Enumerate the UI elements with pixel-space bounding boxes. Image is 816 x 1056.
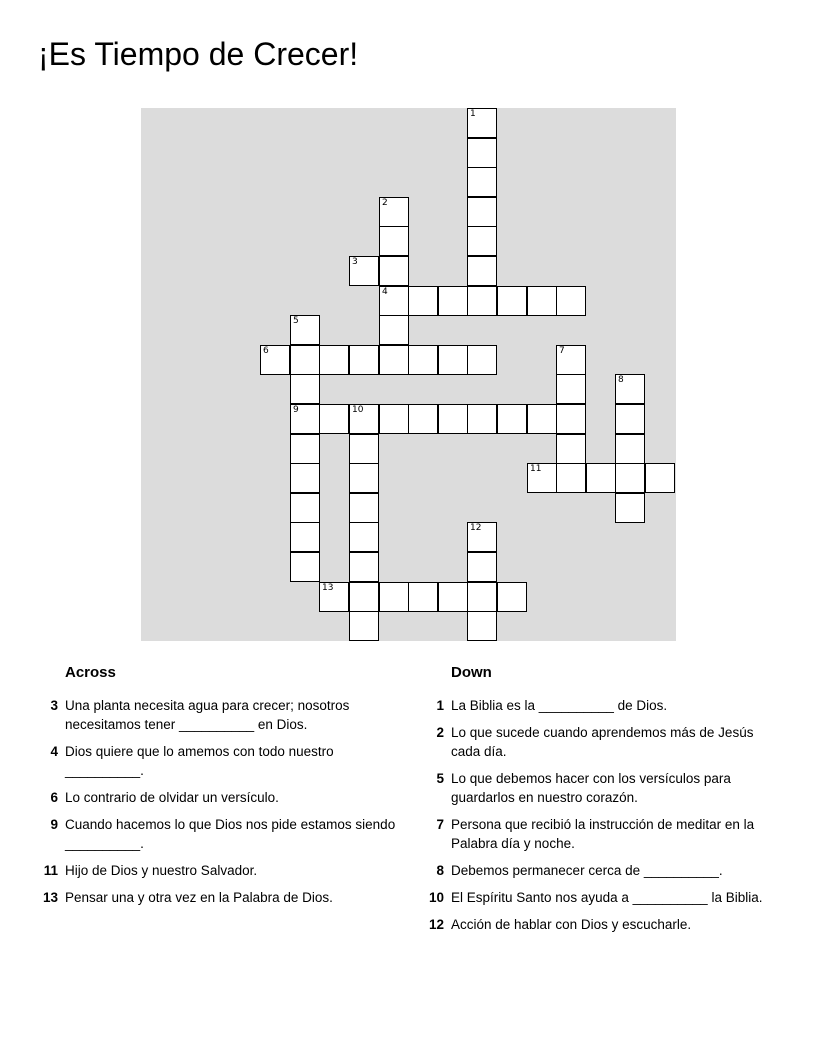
crossword-cell[interactable]: [349, 463, 379, 493]
crossword-cell[interactable]: [379, 315, 409, 345]
crossword-cell[interactable]: [379, 256, 409, 286]
crossword-cell[interactable]: [319, 404, 349, 434]
crossword-cell[interactable]: [349, 582, 379, 612]
crossword-cell[interactable]: [349, 611, 379, 641]
crossword-cell[interactable]: [556, 345, 586, 375]
crossword-cell[interactable]: [615, 374, 645, 404]
crossword-cell[interactable]: [438, 582, 468, 612]
cell-number: 1: [470, 109, 476, 119]
clue-text: Lo contrario de olvidar un versículo.: [65, 790, 279, 805]
crossword-cell[interactable]: [349, 552, 379, 582]
crossword-cell[interactable]: [556, 434, 586, 464]
crossword-cell[interactable]: [527, 463, 557, 493]
clue-text: Cuando hacemos lo que Dios nos pide estamos siendo __________.: [65, 817, 396, 851]
crossword-cell[interactable]: [408, 404, 438, 434]
across-heading: Across: [65, 664, 116, 681]
clue-text: Pensar una y otra vez en la Palabra de Dios.: [65, 890, 333, 905]
down-clue: [422, 723, 782, 761]
crossword-cell[interactable]: [379, 197, 409, 227]
crossword-cell[interactable]: [497, 404, 527, 434]
crossword-cell[interactable]: [586, 463, 616, 493]
crossword-cell[interactable]: [290, 345, 320, 375]
crossword-cell[interactable]: [408, 286, 438, 316]
clue-number: 11: [43, 863, 58, 878]
across-clue: [36, 788, 396, 807]
crossword-cell[interactable]: [615, 493, 645, 523]
clue-number: 4: [50, 744, 58, 759]
crossword-cell[interactable]: [290, 463, 320, 493]
crossword-cell[interactable]: [556, 463, 586, 493]
clue-text: Una planta necesita agua para crecer; nosotros necesitamos tener __________ en Dios.: [65, 698, 350, 732]
clue-text: Hijo de Dios y nuestro Salvador.: [65, 863, 258, 878]
crossword-cell[interactable]: [379, 582, 409, 612]
clue-number: 6: [50, 790, 58, 805]
across-clue: [36, 696, 396, 734]
crossword-cell[interactable]: [615, 404, 645, 434]
crossword-cell[interactable]: [527, 404, 557, 434]
crossword-cell[interactable]: [527, 286, 557, 316]
crossword-cell[interactable]: [467, 286, 497, 316]
clue-text: Persona que recibió la instrucción de meditar en la Palabra día y noche.: [451, 817, 755, 851]
crossword-cell[interactable]: [438, 404, 468, 434]
down-clue: [422, 861, 782, 880]
cell-number: 3: [352, 257, 358, 267]
down-clue: [422, 888, 782, 907]
crossword-cell[interactable]: [349, 493, 379, 523]
crossword-cell[interactable]: [349, 256, 379, 286]
crossword-cell[interactable]: [467, 522, 497, 552]
across-clue: [36, 742, 396, 780]
down-clue-list: [422, 696, 782, 934]
cell-number: 8: [618, 375, 624, 385]
page-title: ¡Es Tiempo de Crecer!: [38, 36, 359, 72]
crossword-cell[interactable]: [290, 493, 320, 523]
cell-number: 2: [382, 198, 388, 208]
cell-number: 12: [470, 523, 482, 533]
cell-number: 10: [352, 405, 364, 415]
crossword-cell[interactable]: [467, 256, 497, 286]
crossword-cell[interactable]: [319, 582, 349, 612]
crossword-cell[interactable]: [379, 286, 409, 316]
clue-number: 7: [436, 817, 444, 832]
clue-number: 5: [436, 771, 444, 786]
crossword-cell[interactable]: [467, 226, 497, 256]
clue-number: 2: [436, 725, 444, 740]
clue-number: 8: [436, 863, 444, 878]
clue-number: 10: [428, 890, 444, 905]
clue-text: La Biblia es la __________ de Dios.: [451, 698, 668, 713]
cell-number: 4: [382, 287, 388, 297]
clue-text: El Espíritu Santo nos ayuda a __________ la Biblia.: [451, 890, 763, 905]
crossword-cell[interactable]: [467, 108, 497, 138]
clue-text: Lo que debemos hacer con los versículos para guardarlos en nuestro corazón.: [451, 771, 731, 805]
crossword-cell[interactable]: [467, 345, 497, 375]
cell-number: 13: [322, 583, 334, 593]
cell-number: 9: [293, 405, 299, 415]
crossword-cell[interactable]: [497, 582, 527, 612]
across-clues: [36, 664, 396, 915]
down-heading: Down: [451, 664, 492, 681]
crossword-cell[interactable]: [290, 434, 320, 464]
crossword-cell[interactable]: [556, 404, 586, 434]
crossword-cell[interactable]: [467, 582, 497, 612]
crossword-cell[interactable]: [349, 434, 379, 464]
cell-number: 11: [530, 464, 542, 474]
crossword-cell[interactable]: [556, 286, 586, 316]
cell-number: 6: [263, 346, 269, 356]
across-clue-list: [36, 696, 396, 907]
clue-number: 13: [42, 890, 58, 905]
down-clue: [422, 769, 782, 807]
crossword-cell[interactable]: [467, 611, 497, 641]
crossword-cell[interactable]: [408, 345, 438, 375]
crossword-cell[interactable]: [467, 138, 497, 168]
clue-text: Debemos permanecer cerca de __________.: [451, 863, 723, 878]
crossword-cell[interactable]: [379, 404, 409, 434]
cell-number: 5: [293, 316, 299, 326]
crossword-cell[interactable]: [290, 404, 320, 434]
crossword-cell[interactable]: [408, 582, 438, 612]
crossword-cell[interactable]: [379, 345, 409, 375]
clue-text: Acción de hablar con Dios y escucharle.: [451, 917, 692, 932]
crossword-cell[interactable]: [467, 197, 497, 227]
cell-number: 7: [559, 346, 565, 356]
crossword-cell[interactable]: [290, 522, 320, 552]
crossword-cell[interactable]: [467, 552, 497, 582]
clue-text: Dios quiere que lo amemos con todo nuestro __________.: [65, 744, 334, 778]
clue-text: Lo que sucede cuando aprendemos más de Jesús cada día.: [451, 725, 754, 759]
across-clue: [36, 861, 396, 880]
crossword-cell[interactable]: [349, 522, 379, 552]
clue-number: 3: [50, 698, 58, 713]
crossword-grid: [141, 108, 676, 641]
crossword-cell[interactable]: [438, 345, 468, 375]
crossword-cell[interactable]: [290, 552, 320, 582]
down-clue: [422, 915, 782, 934]
crossword-cell[interactable]: [290, 315, 320, 345]
down-clue: [422, 696, 782, 715]
down-clues: [422, 664, 782, 942]
crossword-cell[interactable]: [615, 434, 645, 464]
crossword-cell[interactable]: [379, 226, 409, 256]
crossword-cell[interactable]: [497, 286, 527, 316]
crossword-cell[interactable]: [467, 404, 497, 434]
crossword-cell[interactable]: [349, 345, 379, 375]
across-clue: [36, 888, 396, 907]
crossword-cell[interactable]: [615, 463, 645, 493]
across-clue: [36, 815, 396, 853]
crossword-cell[interactable]: [556, 374, 586, 404]
clue-number: 1: [436, 698, 444, 713]
crossword-cell[interactable]: [645, 463, 675, 493]
crossword-cell[interactable]: [319, 345, 349, 375]
crossword-cell[interactable]: [467, 167, 497, 197]
clue-number: 9: [50, 817, 58, 832]
clue-number: 12: [428, 917, 444, 932]
crossword-cell[interactable]: [438, 286, 468, 316]
crossword-cell[interactable]: [290, 374, 320, 404]
crossword-cell[interactable]: [349, 404, 379, 434]
crossword-cell[interactable]: [260, 345, 290, 375]
down-clue: [422, 815, 782, 853]
